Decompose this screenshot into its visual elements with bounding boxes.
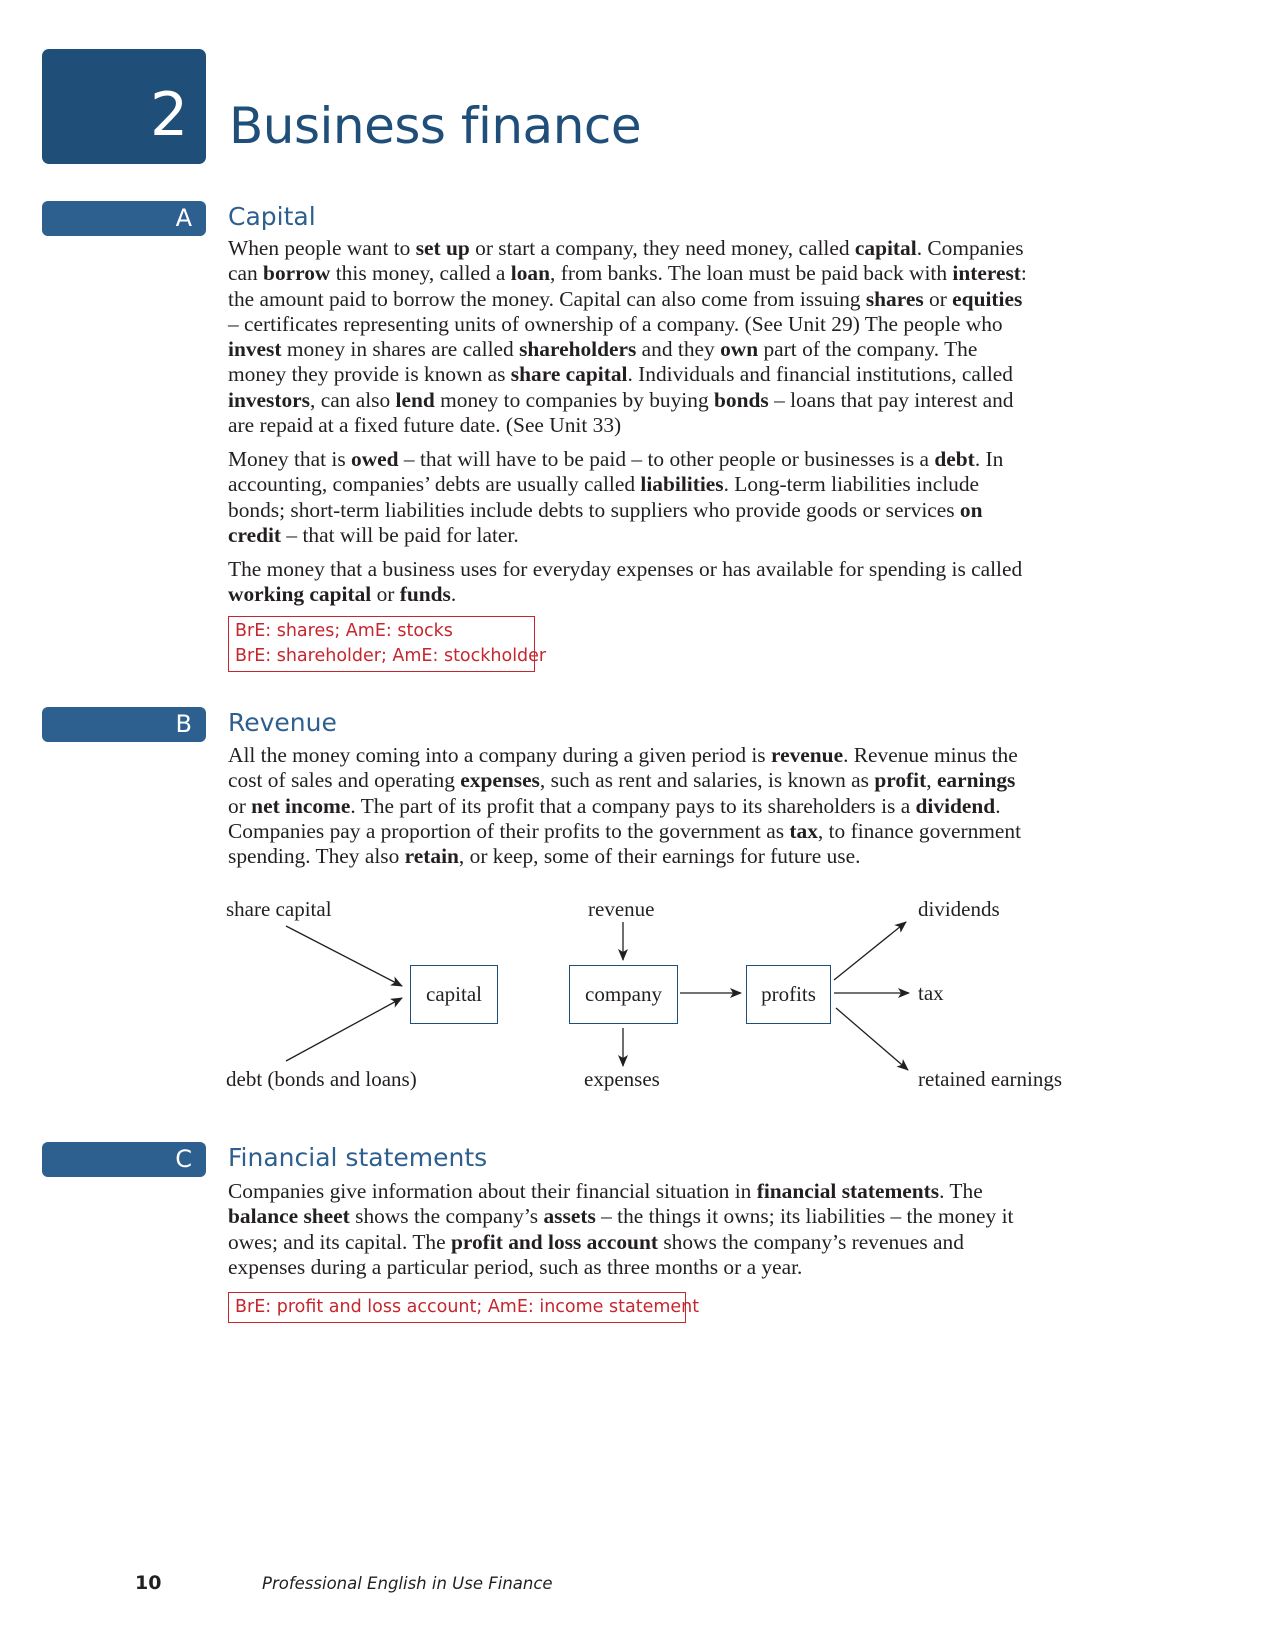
key-term: interest bbox=[952, 261, 1021, 286]
diagram-label-retained-earnings: retained earnings bbox=[918, 1067, 1063, 1091]
key-term: funds bbox=[399, 582, 451, 607]
section-title-capital: Capital bbox=[228, 202, 316, 231]
key-term: revenue bbox=[770, 743, 844, 767]
key-term: expenses bbox=[460, 768, 540, 793]
capital-paragraph-2: Money that is owed – that will have to be paid – to other people or businesses is a debt. In accounting, companies’ debts are usually called liabilities. Long-term liabilities include bonds; short-term liabilities include debts to suppliers who provide goods or services on credit – that will be paid for later. bbox=[228, 447, 1004, 547]
key-term: capital bbox=[854, 236, 917, 260]
diagram-label-dividends: dividends bbox=[918, 897, 1000, 921]
key-term: dividend bbox=[915, 793, 996, 818]
key-term: lend bbox=[395, 387, 435, 412]
key-term: equities bbox=[952, 286, 1023, 311]
key-term: set up bbox=[415, 236, 470, 260]
key-term: balance sheet bbox=[228, 1204, 350, 1229]
key-term: invest bbox=[228, 337, 282, 362]
section-tab-a bbox=[42, 201, 206, 236]
financial-statements-paragraph: Companies give information about their financial situation in financial statements. The balance sheet shows the company’s assets – the things it owns; its liabilities – the money it owes; and its capital. The profit and loss account shows the company’s revenues and expenses during a particular period, such as three months or a year. bbox=[228, 1179, 1014, 1279]
key-term: share capital bbox=[510, 362, 628, 387]
key-term: financial statements bbox=[756, 1179, 940, 1203]
unit-number: 2 bbox=[150, 80, 188, 150]
book-title: Professional English in Use Finance bbox=[262, 1574, 553, 1593]
key-term: profit bbox=[874, 768, 927, 793]
key-term: borrow bbox=[263, 261, 331, 286]
diagram-label-tax: tax bbox=[918, 981, 944, 1005]
capital-paragraph-3: The money that a business uses for everyday expenses or has available for spending is called working capital or funds. bbox=[228, 557, 1023, 607]
key-term: loan bbox=[510, 261, 551, 286]
key-term: net income bbox=[251, 793, 351, 818]
key-term: investors bbox=[228, 387, 310, 412]
section-tab-b bbox=[42, 707, 206, 742]
unit-title: Business finance bbox=[229, 97, 642, 155]
key-term: bonds bbox=[714, 387, 769, 412]
key-term: working capital bbox=[228, 582, 372, 607]
diagram-box-company: company bbox=[569, 965, 678, 1024]
section-letter-b: B bbox=[175, 710, 192, 738]
key-term: assets bbox=[543, 1204, 596, 1229]
note-line: BrE: profit and loss account; AmE: income statement bbox=[235, 1297, 700, 1317]
diagram-box-capital: capital bbox=[410, 965, 498, 1024]
revenue-paragraph: All the money coming into a company during a given period is revenue. Revenue minus the cost of sales and operating expenses, such as rent and salaries, is known as profit, earnings or net income. The part of its profit that a company pays to its shareholders is a dividend. Companies pay a proportion of their profits to the government as tax, to finance government spending. They also retain, or keep, some of their earnings for future use. bbox=[228, 743, 1022, 869]
section-tab-c bbox=[42, 1142, 206, 1177]
note-line: BrE: shareholder; AmE: stockholder bbox=[235, 646, 547, 666]
arrow-debt-to-capital bbox=[286, 998, 402, 1061]
note-line: BrE: shares; AmE: stocks bbox=[235, 621, 453, 641]
key-term: retain bbox=[404, 844, 459, 869]
key-term: own bbox=[720, 337, 759, 362]
key-term: on credit bbox=[228, 497, 983, 547]
diagram-label-revenue: revenue bbox=[588, 897, 655, 921]
section-title-revenue: Revenue bbox=[228, 708, 337, 737]
language-note-income-statement bbox=[228, 1292, 700, 1323]
section-letter-c: C bbox=[175, 1145, 192, 1173]
key-term: liabilities bbox=[640, 472, 724, 497]
arrow-profits-to-dividends bbox=[834, 922, 906, 980]
key-term: shareholders bbox=[519, 337, 637, 362]
key-term: tax bbox=[789, 818, 818, 843]
diagram-label-share-capital: share capital bbox=[226, 897, 332, 921]
section-letter-a: A bbox=[175, 204, 192, 232]
diagram-label-expenses: expenses bbox=[584, 1067, 660, 1091]
diagram-box-profits: profits bbox=[746, 965, 831, 1024]
diagram-label-debt: debt (bonds and loans) bbox=[226, 1067, 417, 1091]
key-term: earnings bbox=[936, 768, 1016, 793]
page-number: 10 bbox=[135, 1572, 162, 1594]
capital-paragraph-1: When people want to set up or start a company, they need money, called capital. Companies can borrow this money, called a loan, from banks. The loan must be paid back with interest: the amount paid to borrow the money. Capital can also come from issuing shares or equities – certificates representing units of ownership of a company. (See Unit 29) The people who invest money in shares are called shareholders and they own part of the company. The money they provide is known as share capital. Individuals and financial institutions, called investors, can also lend money to companies by buying bonds – loans that pay interest and are repaid at a fixed future date. (See Unit 33) bbox=[228, 236, 1027, 438]
key-term: shares bbox=[865, 286, 924, 311]
section-title-financial-statements: Financial statements bbox=[228, 1143, 488, 1172]
key-term: owed bbox=[351, 447, 399, 471]
language-note-shares bbox=[228, 616, 547, 672]
arrow-profits-to-retained bbox=[836, 1008, 908, 1070]
key-term: profit and loss account bbox=[450, 1229, 658, 1254]
key-term: debt bbox=[934, 447, 975, 471]
arrow-share-capital-to-capital bbox=[286, 926, 402, 986]
